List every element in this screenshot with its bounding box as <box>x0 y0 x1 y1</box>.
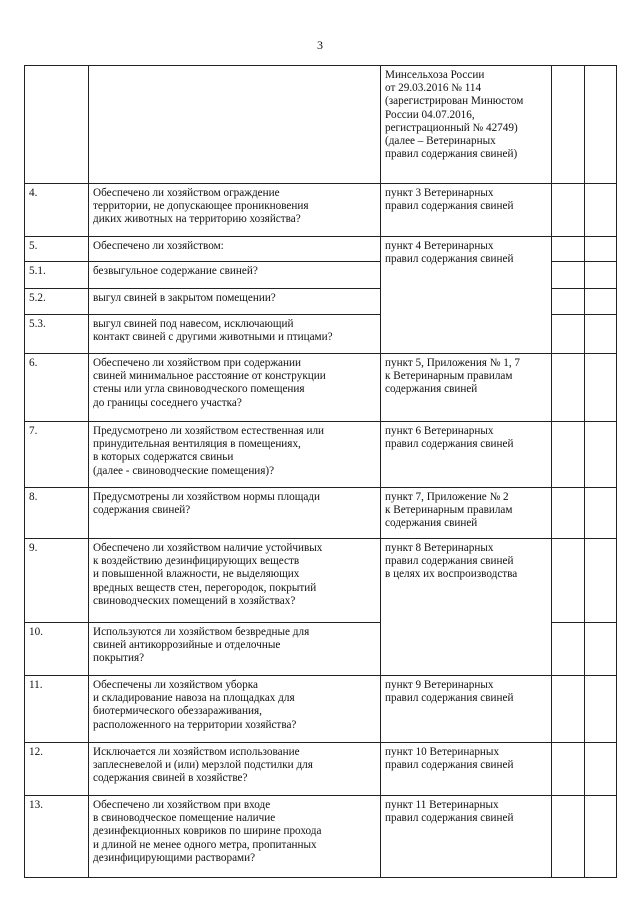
question-line: Обеспечено ли хозяйством ограждение <box>93 187 280 199</box>
reference-line: регистрационный № 42749) <box>385 121 518 134</box>
question-line: содержания свиней? <box>93 504 191 517</box>
answer-cell-yes[interactable] <box>552 422 585 488</box>
question-line: Обеспечено ли хозяйством наличие устойчивых <box>93 542 323 554</box>
reference-line: пункт 5, Приложения № 1, 7 <box>385 357 521 369</box>
checklist-table <box>24 65 617 878</box>
question-line: до границы соседнего участка? <box>93 396 242 409</box>
answer-cell-no[interactable] <box>585 262 617 289</box>
reference-line: правил содержания свиней <box>385 759 514 772</box>
table-row <box>25 796 617 878</box>
reference-line: правил содержания свиней <box>385 555 514 568</box>
row-number: 8. <box>25 488 89 539</box>
row-question <box>89 796 381 878</box>
question-line: биотермического обеззараживания, <box>93 705 262 718</box>
table-row <box>25 354 617 422</box>
answer-cell-no[interactable] <box>585 539 617 623</box>
question-line: дезинфицирующими растворами? <box>93 851 256 864</box>
answer-cell-no[interactable] <box>585 66 617 184</box>
row-reference <box>381 796 552 878</box>
question-line: стены или угла свиноводческого помещения <box>93 383 305 396</box>
answer-cell-no[interactable] <box>585 315 617 354</box>
answer-cell-no[interactable] <box>585 237 617 262</box>
answer-cell-yes[interactable] <box>552 354 585 422</box>
row-question <box>89 237 381 262</box>
question-line: в которых содержатся свиньи <box>93 451 234 464</box>
reference-line: (зарегистрирован Минюстом <box>385 95 524 108</box>
reference-line: правил содержания свиней) <box>385 148 518 161</box>
reference-line: пункт 11 Ветеринарных <box>385 799 499 811</box>
question-line: принудительная вентиляция в помещениях, <box>93 438 301 451</box>
answer-cell-no[interactable] <box>585 676 617 743</box>
answer-cell-no[interactable] <box>585 488 617 539</box>
row-question <box>89 743 381 796</box>
reference-line: к Ветеринарным правилам <box>385 504 513 517</box>
reference-line: пункт 9 Ветеринарных <box>385 679 494 691</box>
row-reference <box>381 676 552 743</box>
answer-cell-no[interactable] <box>585 184 617 237</box>
question-line: территории, не допускающее проникновения <box>93 200 309 213</box>
table-row <box>25 488 617 539</box>
answer-cell-yes[interactable] <box>552 796 585 878</box>
question-line: выгул свиней в закрытом помещении? <box>93 292 276 304</box>
row-question <box>89 262 381 289</box>
reference-line: пункт 6 Ветеринарных <box>385 425 494 437</box>
answer-cell-yes[interactable] <box>552 676 585 743</box>
row-number <box>25 66 89 184</box>
reference-line: правил содержания свиней <box>385 812 514 825</box>
question-line: Предусмотрены ли хозяйством нормы площади <box>93 491 320 503</box>
row-reference <box>381 539 552 676</box>
reference-line: пункт 4 Ветеринарных <box>385 240 494 252</box>
row-reference <box>381 743 552 796</box>
answer-cell-yes[interactable] <box>552 237 585 262</box>
question-line: свиноводческих помещений в хозяйствах? <box>93 594 296 607</box>
row-reference <box>381 422 552 488</box>
answer-cell-yes[interactable] <box>552 743 585 796</box>
row-number: 9. <box>25 539 89 623</box>
answer-cell-yes[interactable] <box>552 623 585 676</box>
row-number: 5.3. <box>25 315 89 354</box>
reference-line: в целях их воспроизводства <box>385 568 518 581</box>
table-row <box>25 743 617 796</box>
reference-line: России 04.07.2016, <box>385 108 475 121</box>
row-reference <box>381 237 552 354</box>
row-question <box>89 315 381 354</box>
row-number: 5.1. <box>25 262 89 289</box>
row-reference <box>381 66 552 184</box>
row-question <box>89 184 381 237</box>
question-line: диких животных на территорию хозяйства? <box>93 213 301 226</box>
reference-line: к Ветеринарным правилам <box>385 370 513 383</box>
question-line: Обеспечено ли хозяйством при входе <box>93 799 271 811</box>
row-question <box>89 623 381 676</box>
table-row <box>25 422 617 488</box>
question-line: покрытия? <box>93 652 145 665</box>
answer-cell-yes[interactable] <box>552 539 585 623</box>
table-row <box>25 66 617 184</box>
question-line: расположенного на территории хозяйства? <box>93 718 297 731</box>
question-line: Предусмотрено ли хозяйством естественная или <box>93 425 325 437</box>
question-line: заплесневелой и (или) мерзлой подстилки для <box>93 759 313 772</box>
question-line: Обеспечены ли хозяйством уборка <box>93 679 258 691</box>
row-number: 5.2. <box>25 289 89 315</box>
question-line: в свиноводческое помещение наличие <box>93 812 276 825</box>
row-question <box>89 676 381 743</box>
question-line: Исключается ли хозяйством использование <box>93 746 300 758</box>
answer-cell-yes[interactable] <box>552 66 585 184</box>
question-line: свиней антикоррозийные и отделочные <box>93 639 281 652</box>
question-line: свиней минимальное расстояние от конструкции <box>93 370 326 383</box>
question-line: (далее - свиноводческие помещения)? <box>93 464 275 477</box>
reference-line: от 29.03.2016 № 114 <box>385 82 482 95</box>
row-question <box>89 422 381 488</box>
answer-cell-no[interactable] <box>585 743 617 796</box>
row-question <box>89 354 381 422</box>
row-reference <box>381 488 552 539</box>
question-line: содержания свиней в хозяйстве? <box>93 772 248 785</box>
row-number: 10. <box>25 623 89 676</box>
answer-cell-yes[interactable] <box>552 488 585 539</box>
reference-line: пункт 8 Ветеринарных <box>385 542 494 554</box>
row-reference <box>381 354 552 422</box>
question-line: вредных веществ стен, перегородок, покрытий <box>93 581 317 594</box>
answer-cell-no[interactable] <box>585 796 617 878</box>
table-row <box>25 676 617 743</box>
answer-cell-yes[interactable] <box>552 262 585 289</box>
question-line: безвыгульное содержание свиней? <box>93 265 258 277</box>
row-question <box>89 66 381 184</box>
question-line: выгул свиней под навесом, исключающий <box>93 318 294 330</box>
page-number: 3 <box>317 38 323 52</box>
reference-line: Минсельхоза России <box>385 69 485 81</box>
question-line: и длиной не менее одного метра, пропитанных <box>93 838 317 851</box>
answer-cell-no[interactable] <box>585 422 617 488</box>
reference-line: правил содержания свиней <box>385 438 514 451</box>
question-line: Используются ли хозяйством безвредные для <box>93 626 310 638</box>
question-line: Обеспечено ли хозяйством: <box>93 240 224 252</box>
answer-cell-no[interactable] <box>585 623 617 676</box>
row-number: 7. <box>25 422 89 488</box>
row-reference <box>381 184 552 237</box>
row-number: 13. <box>25 796 89 878</box>
row-number: 12. <box>25 743 89 796</box>
reference-line: содержания свиней <box>385 383 478 396</box>
row-question <box>89 539 381 623</box>
reference-line: пункт 3 Ветеринарных <box>385 187 494 199</box>
reference-line: правил содержания свиней <box>385 253 514 266</box>
reference-line: пункт 10 Ветеринарных <box>385 746 500 758</box>
table-row <box>25 237 617 262</box>
row-number: 5. <box>25 237 89 262</box>
reference-line: содержания свиней <box>385 517 478 530</box>
reference-line: правил содержания свиней <box>385 692 514 705</box>
row-number: 4. <box>25 184 89 237</box>
row-question <box>89 488 381 539</box>
row-number: 11. <box>25 676 89 743</box>
row-number: 6. <box>25 354 89 422</box>
question-line: Обеспечено ли хозяйством при содержании <box>93 357 301 369</box>
row-question <box>89 289 381 315</box>
answer-cell-no[interactable] <box>585 289 617 315</box>
question-line: и повышенной влажности, не выделяющих <box>93 568 300 581</box>
question-line: контакт свиней с другими животными и птицами? <box>93 331 333 344</box>
question-line: к воздействию дезинфицирующих веществ <box>93 555 300 568</box>
table-row <box>25 184 617 237</box>
table-row <box>25 539 617 623</box>
question-line: и складирование навоза на площадках для <box>93 692 295 705</box>
answer-cell-no[interactable] <box>585 354 617 422</box>
answer-cell-yes[interactable] <box>552 184 585 237</box>
reference-line: правил содержания свиней <box>385 200 514 213</box>
reference-line: (далее – Ветеринарных <box>385 135 496 148</box>
question-line: дезинфекционных ковриков по ширине прохода <box>93 825 322 838</box>
reference-line: пункт 7, Приложение № 2 <box>385 491 509 503</box>
answer-cell-yes[interactable] <box>552 315 585 354</box>
answer-cell-yes[interactable] <box>552 289 585 315</box>
